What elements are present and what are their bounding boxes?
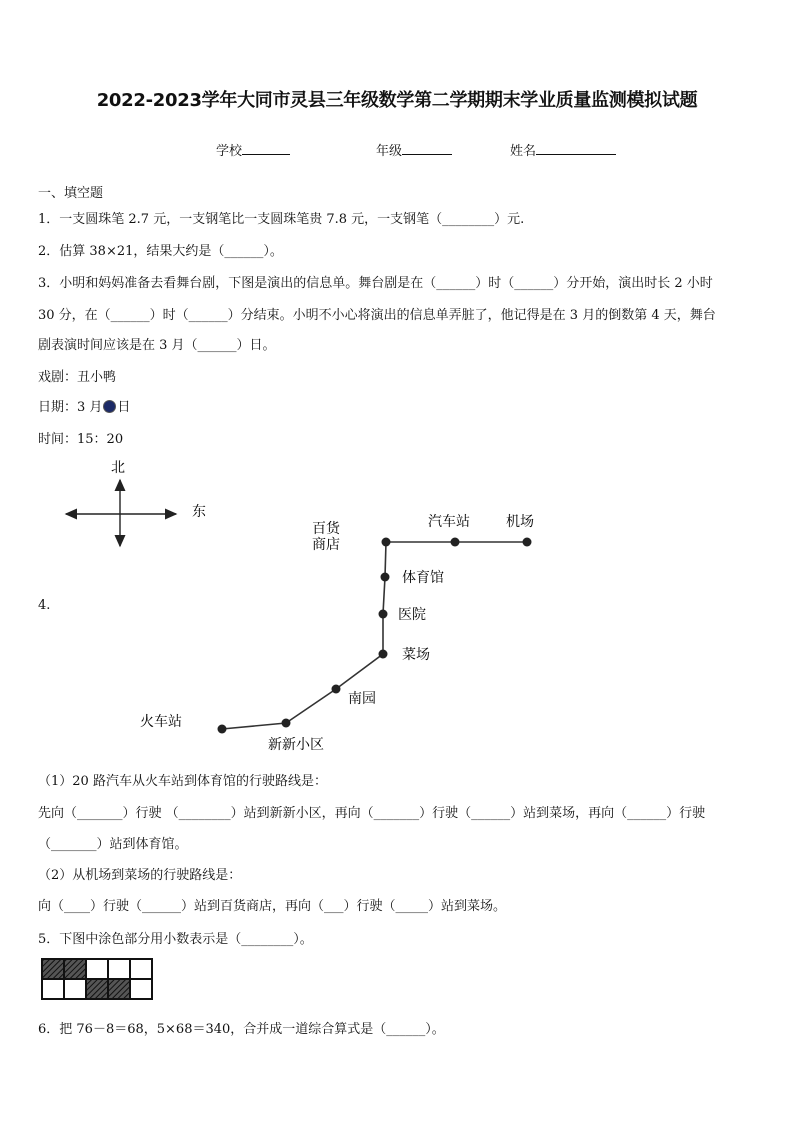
label-train-station: 火车站 bbox=[140, 714, 182, 730]
compass-east-label: 东 bbox=[192, 504, 206, 520]
label-bus-station: 汽车站 bbox=[428, 514, 470, 530]
question-4-part-2: （2）从机场到菜场的行驶路线是： bbox=[38, 868, 242, 883]
section-heading: 一、填空题 bbox=[38, 186, 104, 201]
question-6: 6．把 76－8＝68，5×68＝340，合并成一道综合算式是（______）。 bbox=[38, 1022, 445, 1037]
drama-date bbox=[38, 396, 130, 415]
stop-xinxin[interactable] bbox=[282, 719, 291, 728]
question-4-part-1-line-2: （_______）站到体育馆。 bbox=[38, 837, 188, 852]
label-dept-store-2: 商店 bbox=[312, 537, 340, 553]
name-blank[interactable] bbox=[536, 140, 616, 155]
school-blank[interactable] bbox=[242, 140, 290, 155]
drama-name: 戏剧：丑小鸭 bbox=[38, 370, 117, 385]
grade-field bbox=[376, 140, 452, 159]
grade-blank[interactable] bbox=[402, 140, 452, 155]
question-1: 1．一支圆珠笔 2.7 元，一支钢笔比一支圆珠笔贵 7.8 元，一支钢笔（________）元. bbox=[38, 212, 525, 227]
page-title: 2022-2023学年大同市灵县三年级数学第二学期期末学业质量监测模拟试题 bbox=[96, 90, 698, 111]
bus-route-map bbox=[0, 450, 794, 760]
school-field bbox=[216, 140, 290, 159]
stop-bus-station[interactable] bbox=[451, 538, 460, 547]
date-suffix: 日 bbox=[117, 400, 131, 415]
label-xinxin: 新新小区 bbox=[268, 737, 324, 753]
stop-south-garden[interactable] bbox=[332, 685, 341, 694]
stop-train-station[interactable] bbox=[218, 725, 227, 734]
stop-market[interactable] bbox=[379, 650, 388, 659]
question-5: 5．下图中涂色部分用小数表示是（________）。 bbox=[38, 932, 313, 947]
question-4-part-2-line-1: 向（____）行驶（______）站到百货商店，再向（___）行驶（_____）站到菜场。 bbox=[38, 899, 507, 914]
question-4-part-1: （1）20 路汽车从火车站到体育馆的行驶路线是： bbox=[38, 774, 327, 789]
name-field bbox=[510, 140, 616, 159]
drama-time: 时间：15：20 bbox=[38, 432, 124, 447]
compass-north-label: 北 bbox=[111, 460, 125, 476]
date-prefix: 日期：3 月 bbox=[38, 400, 103, 415]
label-gym: 体育馆 bbox=[402, 570, 444, 586]
label-hospital: 医院 bbox=[398, 607, 426, 623]
question-3-line-3: 剧表演时间应该是在 3 月（______）日。 bbox=[38, 338, 276, 353]
question-2: 2．估算 38×21，结果大约是（______）。 bbox=[38, 244, 283, 259]
question-3-line-2: 30 分，在（______）时（______）分结束。小明不小心将演出的信息单弄脏了，他记得是在 3 月的倒数第 4 天，舞台 bbox=[38, 308, 716, 323]
question-3-line-1: 3．小明和妈妈准备去看舞台剧，下图是演出的信息单。舞台剧是在（______）时（______）分开始，演出时长 2 小时 bbox=[38, 276, 713, 291]
question-4-number: 4. bbox=[38, 598, 51, 613]
school-label: 学校 bbox=[216, 144, 243, 159]
label-dept-store-1: 百货 bbox=[312, 521, 340, 537]
label-south-garden: 南园 bbox=[348, 691, 376, 707]
stop-gym[interactable] bbox=[381, 573, 390, 582]
stop-hospital[interactable] bbox=[379, 610, 388, 619]
grade-label: 年级 bbox=[376, 144, 403, 159]
label-airport: 机场 bbox=[506, 514, 534, 530]
label-market: 菜场 bbox=[402, 647, 430, 663]
stop-dept-store[interactable] bbox=[382, 538, 391, 547]
ink-blot-icon bbox=[104, 401, 115, 412]
question-4-part-1-line-1: 先向（_______）行驶 （________）站到新新小区，再向（_______）行驶（______）站到菜场，再向（______）行驶 bbox=[38, 806, 706, 821]
decimal-grid-figure bbox=[40, 957, 154, 1003]
stop-airport[interactable] bbox=[523, 538, 532, 547]
compass-icon bbox=[66, 480, 176, 546]
name-label: 姓名 bbox=[510, 144, 537, 159]
